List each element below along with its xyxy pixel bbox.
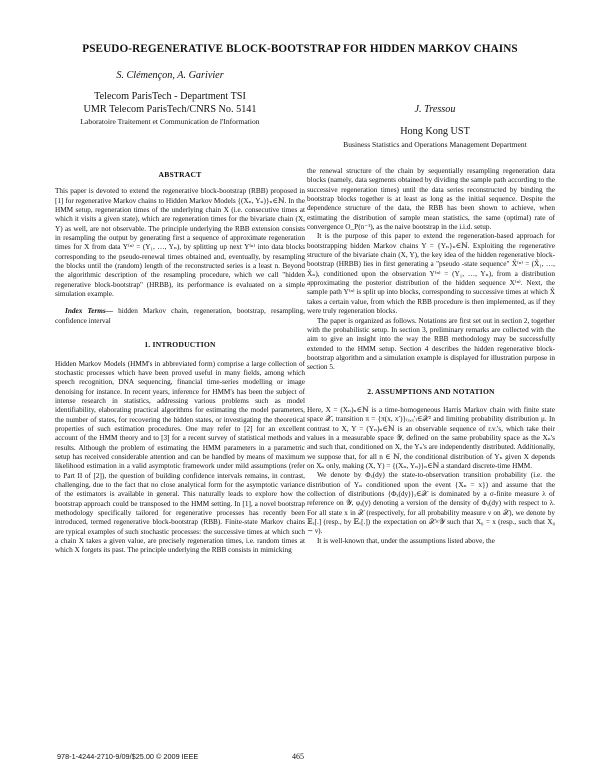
intro-heading: 1. INTRODUCTION: [144, 340, 216, 350]
right-column: [307, 167, 555, 546]
index-terms-label: Index Terms—: [65, 307, 113, 316]
affiliation-left-line3: Laboratoire Traitement et Communication de l'Information: [80, 117, 260, 126]
affiliation-left-line2: UMR Telecom ParisTech/CNRS No. 5141: [83, 103, 257, 115]
page-number: 465: [292, 752, 304, 761]
affiliation-right-line1: Hong Kong UST: [400, 126, 470, 137]
right-paragraph-5: We denote by Φₓ(dy) the state-to-observation transition probability (i.e. the distribution of Yₙ conditioned upon the event {Xₙ = x}) and assume that the collection of distributions {Φₓ(dy)}ₓ∈𝒳 is dominated by a σ-finite measure λ of reference on 𝒴, φₓ(y) denoting a version of the density of Φₓ(dy) with respect to λ. For all state x in 𝒳 (respectively, for all probability measure ν on 𝒳), we denote by 𝔼ₓ[.] (resp., by 𝔼ᵥ[.]) the expectation on 𝒳×𝒴 such that X₀ = x (resp., such that X₀ ∼ ν).: [307, 471, 555, 536]
right-paragraph-4: Here, X = (Xₙ)ₙ∈ℕ is a time-homogeneous Harris Markov chain with finite state space 𝒳, transition π = {π(x, x′)}₍ₓ,ₓ′₎∈𝒳² and limiting probability distribution μ. In contrast to X, Y = (Yₙ)ₙ∈ℕ is an observable sequence of r.v.'s, which take their values in a measurable space 𝒴, defined on the same probability space as the Xₙ's and such that, conditioned on X, the Yₙ's are independently distributed. Additionally, we suppose that, for all n ∈ ℕ, the conditional distribution of Yₙ given X depends on Xₙ only, making (X, Y) = {(Xₙ, Yₙ)}ₙ∈ℕ a standard discrete-time HMM.: [307, 405, 555, 470]
affiliation-left-line1: Telecom ParisTech - Department TSI: [94, 91, 246, 102]
authors-left-block: [60, 70, 280, 127]
footer-isbn: 978-1-4244-2710-9/09/$25.00 © 2009 IEEE: [57, 752, 199, 761]
index-terms: [55, 307, 305, 326]
affiliation-right-line2: Business Statistics and Operations Management Department: [343, 139, 527, 149]
authors-right-names: J. Tressou: [414, 104, 456, 115]
abstract-heading: ABSTRACT: [158, 170, 202, 179]
section2-heading: 2. ASSUMPTIONS AND NOTATION: [367, 386, 495, 396]
intro-text: Hidden Markov Models (HMM's in abbreviated form) comprise a large collection of stochastic processes which have been proved useful in many fields, among which speech recognition, DNA sequencing, financial time-series modelling or image denoising for instance. In recent years, inference for HMM's has been the subject of intense research in statistics, addressing various problems such as model identifiability, elaborating practical algorithms for estimating the model parameters, the number of states, for recovering the hidden states, or investigating the theoretical properties of such estimation procedures. One may refer to [2] for an excellent account of the HMM theory and to [3] for a recent survey of statistical methods and results. Although the problem of estimating the HMM parameters in a parametric setup has received considerable attention and can be handled by means of maximum likelihood estimation in a valid asymptotic framework under mild assumptions (refer to Part II of [2]), the question of building confidence intervals remains, in contrast, challenging, due to the fact that no close analytical form for the asymptotic variance of the estimators is available in general. This naturally leads to explore how the bootstrap approach could be transposed to the HMM setting. In [1], a novel bootstrap methodology specifically tailored for regenerative processes has recently been introduced, termed regenerative block-bootstrap (RBB). Finite-state Markov chains are typical examples of such stochastic processes: the successive times at which such a chain X takes a given value, are precisely regeneration times, i.e. random times at which X forgets its past. The principle underlying the RBB consists in mimicking: [55, 359, 305, 555]
paper-title: PSEUDO-REGENERATIVE BLOCK-BOOTSTRAP FOR HIDDEN MARKOV CHAINS: [82, 43, 518, 55]
right-paragraph-2: It is the purpose of this paper to extend the regeneration-based approach for bootstrapping hidden Markov chains Y = {Yₙ}ₙ∈ℕ. Exploiting the regenerative structure of the bivariate chain (X, Y), the key idea of the hidden regenerative block-bootstrap (HRBB) lies in first generating a "pseudo -state sequence" X̂⁽ⁿ⁾ = (X̂₁, …, X̂ₙ), conditioned upon the observation Y⁽ⁿ⁾ = (Y₁, …, Yₙ), from a distribution approximating the posterior distribution of the hidden sequence X⁽ⁿ⁾. Next, the sample path Y⁽ⁿ⁾ is split up into blocks, corresponding to successive times at which X̂ takes a certain value, from which the RBB procedure is then implemented, as if they were truly regeneration blocks.: [307, 232, 555, 316]
abstract-text: This paper is devoted to extend the regenerative block-bootstrap (RBB) proposed in [1] for regenerative Markov chains to Hidden Markov Models {(Xₙ, Yₙ)}ₙ∈ℕ. In the HMM setup, regeneration times of the underlying chain X (i.e. consecutive times at which it visits a given state), which are regeneration times for the bivariate chain (X, Y) as well, are not observable. The principle underlying the RBB extension consists in resampling the output by generating first a sequence of approximate regeneration times for X from data Y⁽ⁿ⁾ = (Y₁, …, Yₙ), by splitting up next Y⁽ⁿ⁾ into data blocks corresponding to the pseudo-renewal times obtained and, eventually, by resampling the blocks until the (random) length of the reconstructed series is a least n. Beyond the algorithmic description of the resampling procedure, which we call "hidden regenerative block-bootstrap" (HRBB), its performance is evaluated on a simple simulation example.: [55, 187, 305, 299]
right-paragraph-1: the renewal structure of the chain by sequentially resampling regeneration data blocks (namely, data segments obtained by dividing the sample path according to the successive regeneration times) until the data series reconstructed by binding the bootstrap blocks together is at least as long as the initial sequence. Despite the dependence structure of the data, the RBB has been shown to achieve, when estimating the distribution of sample mean statistics, the same (optimal) rate of convergence O_P(n⁻¹), as the naive bootstrap in the i.i.d. setup.: [307, 167, 555, 232]
authors-left-names: S. Clémençon, A. Garivier: [116, 70, 224, 81]
right-paragraph-6: It is well-known that, under the assumptions listed above, the: [317, 536, 495, 545]
left-column: [55, 170, 305, 556]
right-paragraph-3: The paper is organized as follows. Notations are first set out in section 2, together with the probabilistic setup. In section 3, preliminary remarks are collected with the aim to give an insight into the way the RBB methodology may be successfully extended to the HMM setup. Section 4 describes the hidden regenerative block-bootstrap algorithm and a simulation example is displayed for illustration purpose in section 5.: [307, 316, 555, 372]
index-terms-text: hidden Markov chain, regeneration, bootstrap, resampling, confidence interval: [55, 307, 305, 325]
authors-right-block: [330, 104, 540, 150]
